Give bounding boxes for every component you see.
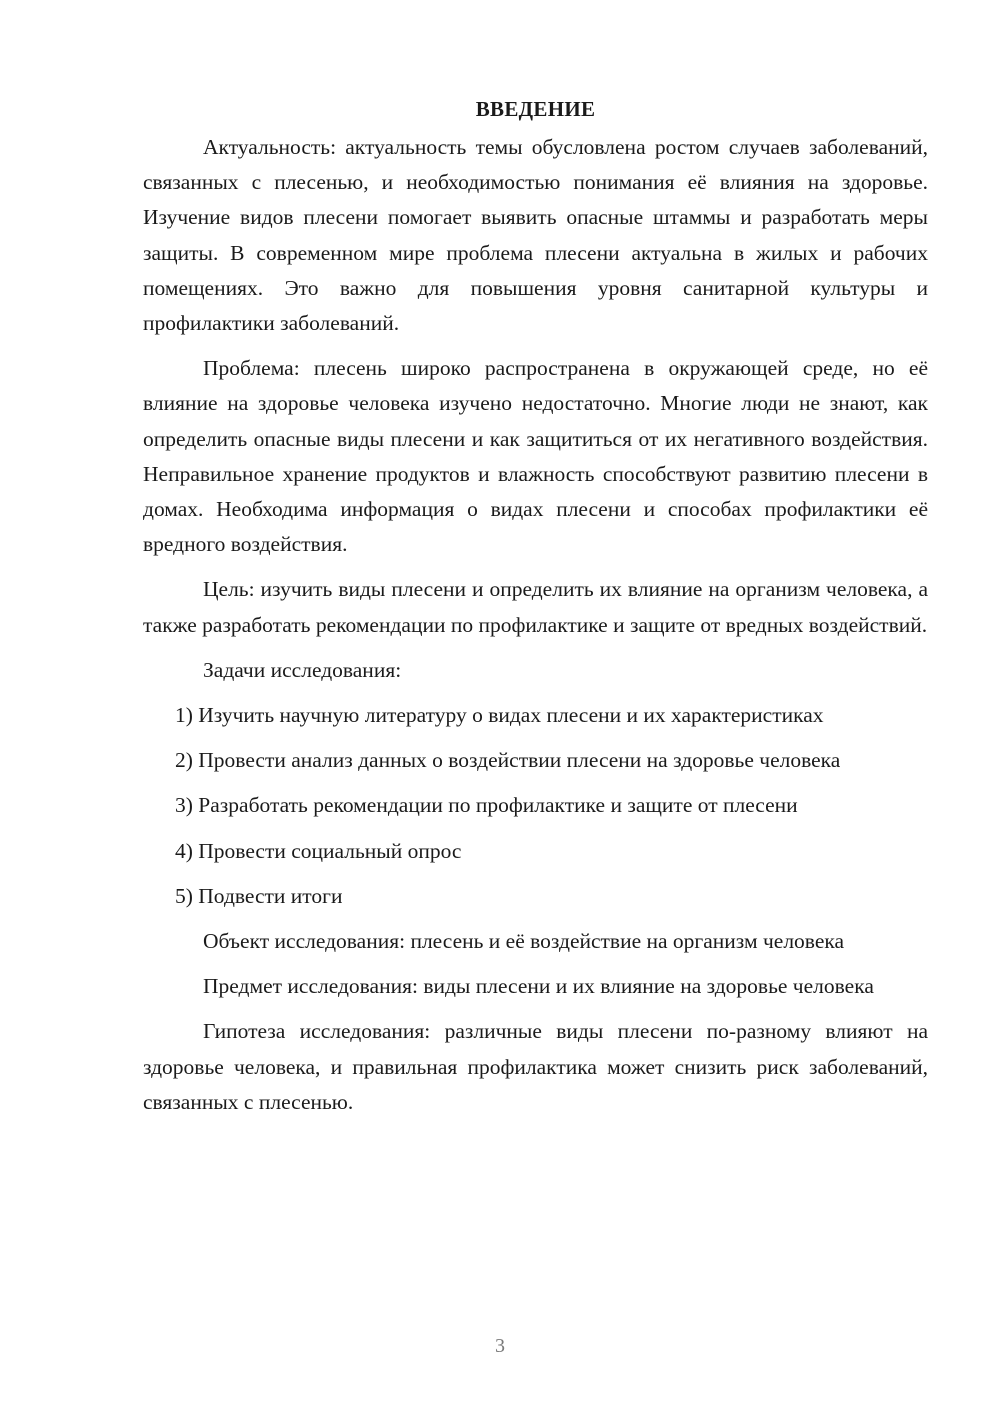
paragraph-object: Объект исследования: плесень и её воздействие на организм человека [203,929,845,954]
task-item-4: 4) Провести социальный опрос [175,838,462,863]
paragraph-subject: Предмет исследования: виды плесени и их влияние на здоровье человека [203,974,874,999]
document-page [143,92,928,1130]
task-item-3: 3) Разработать рекомендации по профилактике и защите от плесени [175,793,798,818]
task-item-1: 1) Изучить научную литературу о видах плесени и их характеристиках [175,703,824,728]
task-item-2: 2) Провести анализ данных о воздействии плесени на здоровье человека [175,748,841,773]
paragraph-relevance: Актуальность: актуальность темы обусловлена ростом случаев заболеваний, связанных с плесенью, и необходимостью понимания её влияния на здоровье. Изучение видов плесени помогает выявить опасные штаммы и разработать меры защиты. В современном мире проблема плесени актуальна в жилых и рабочих помещениях. Это важно для повышения уровня санитарной культуры и профилактики заболеваний. [143,135,928,336]
paragraph-goal: Цель: изучить виды плесени и определить их влияние на организм человека, а также разработать рекомендации по профилактике и защите от вредных воздействий. [143,577,928,637]
page-number: 3 [495,1335,505,1357]
tasks-heading: Задачи исследования: [203,657,402,682]
task-item-5: 5) Подвести итоги [175,883,343,908]
paragraph-hypothesis: Гипотеза исследования: различные виды плесени по-разному влияют на здоровье человека, и правильная профилактика может снизить риск заболеваний, связанных с плесенью. [143,1019,928,1114]
paragraph-problem: Проблема: плесень широко распространена в окружающей среде, но её влияние на здоровье человека изучено недостаточно. Многие люди не знают, как определить опасные виды плесени и как защититься от их негативного воздействия. Неправильное хранение продуктов и влажность способствуют развитию плесени в домах. Необходима информация о видах плесени и способах профилактики её вредного воздействия. [143,356,928,557]
document-title: ВВЕДЕНИЕ [475,97,596,121]
